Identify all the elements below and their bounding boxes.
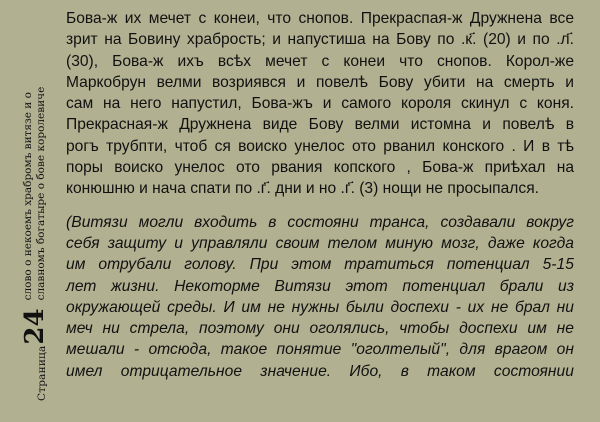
page-label: Страница (36, 345, 48, 401)
book-title (22, 87, 48, 301)
text-line: (Витязи могли входить в состояни транса, создавали вокруг (66, 213, 574, 231)
text-line: сам на него напустил, Бова-жъ и самого короля скинул с коня. (66, 95, 574, 113)
text-line: мешали - отсюда, такое понятие "оголтелый", для врагом он (66, 341, 574, 359)
sidebar-rotated-caption (16, 11, 48, 401)
text-line: Маркобрун велми возриявся и повелѣ Бову убити на смерть и (66, 73, 574, 91)
text-line: конюшню и нача спати по .г҃. дни и но .г҃. (3) нощи не просыпался. (66, 180, 539, 198)
text-line: Прекрасная-ж Дружнена виде Бову велми истомна и повелѣ в (66, 116, 574, 134)
text-line: (30), Бова-ж ихъ всѣх мечет с конеи что снопов. Корол-же (66, 52, 574, 70)
story-paragraph (66, 8, 574, 200)
text-line: рогъ трубпти, чтоб ся воиско унелос ото рванил конского . И в тѣ (66, 137, 574, 155)
book-title-line-2: славномъ богатыре о бове королевиче (35, 86, 47, 301)
commentary-paragraph (66, 212, 574, 382)
text-line: поры воиско унелос ото рвания копского , Бова-ж приѣхал на (66, 159, 574, 177)
text-line: окружающей среды. И им не нужны были доспехи - их не брал ни (66, 298, 574, 316)
text-line: зрит на Бовину храбрость; и напустиша на Бову по .к҃. (20) и по .л҃. (66, 31, 574, 49)
text-line: себя защиту и управляли своим телом миную мозг, даже когда (66, 234, 574, 252)
page-number: 24 (20, 308, 50, 345)
text-line: имел отрицательное значение. Ибо, в таком состоянии (66, 362, 574, 380)
text-line: Бова-ж их мечет с конеи, что снопов. Прекраспая-ж Дружнена все (66, 10, 574, 27)
text-line: им отрубали голову. При этом тратиться потенциал 5-15 (66, 256, 574, 274)
text-line: лет жизни. Некоторме Витязи этот потенциал брали из (66, 277, 574, 295)
page-sidebar (0, 0, 64, 422)
page-body (66, 8, 574, 382)
book-title-line-1: слово о некоемъ храбромъ витязе и о (22, 92, 34, 301)
text-line: меч ни стрела, поэтому они оголялись, чтобы доспехи им не (66, 320, 574, 338)
